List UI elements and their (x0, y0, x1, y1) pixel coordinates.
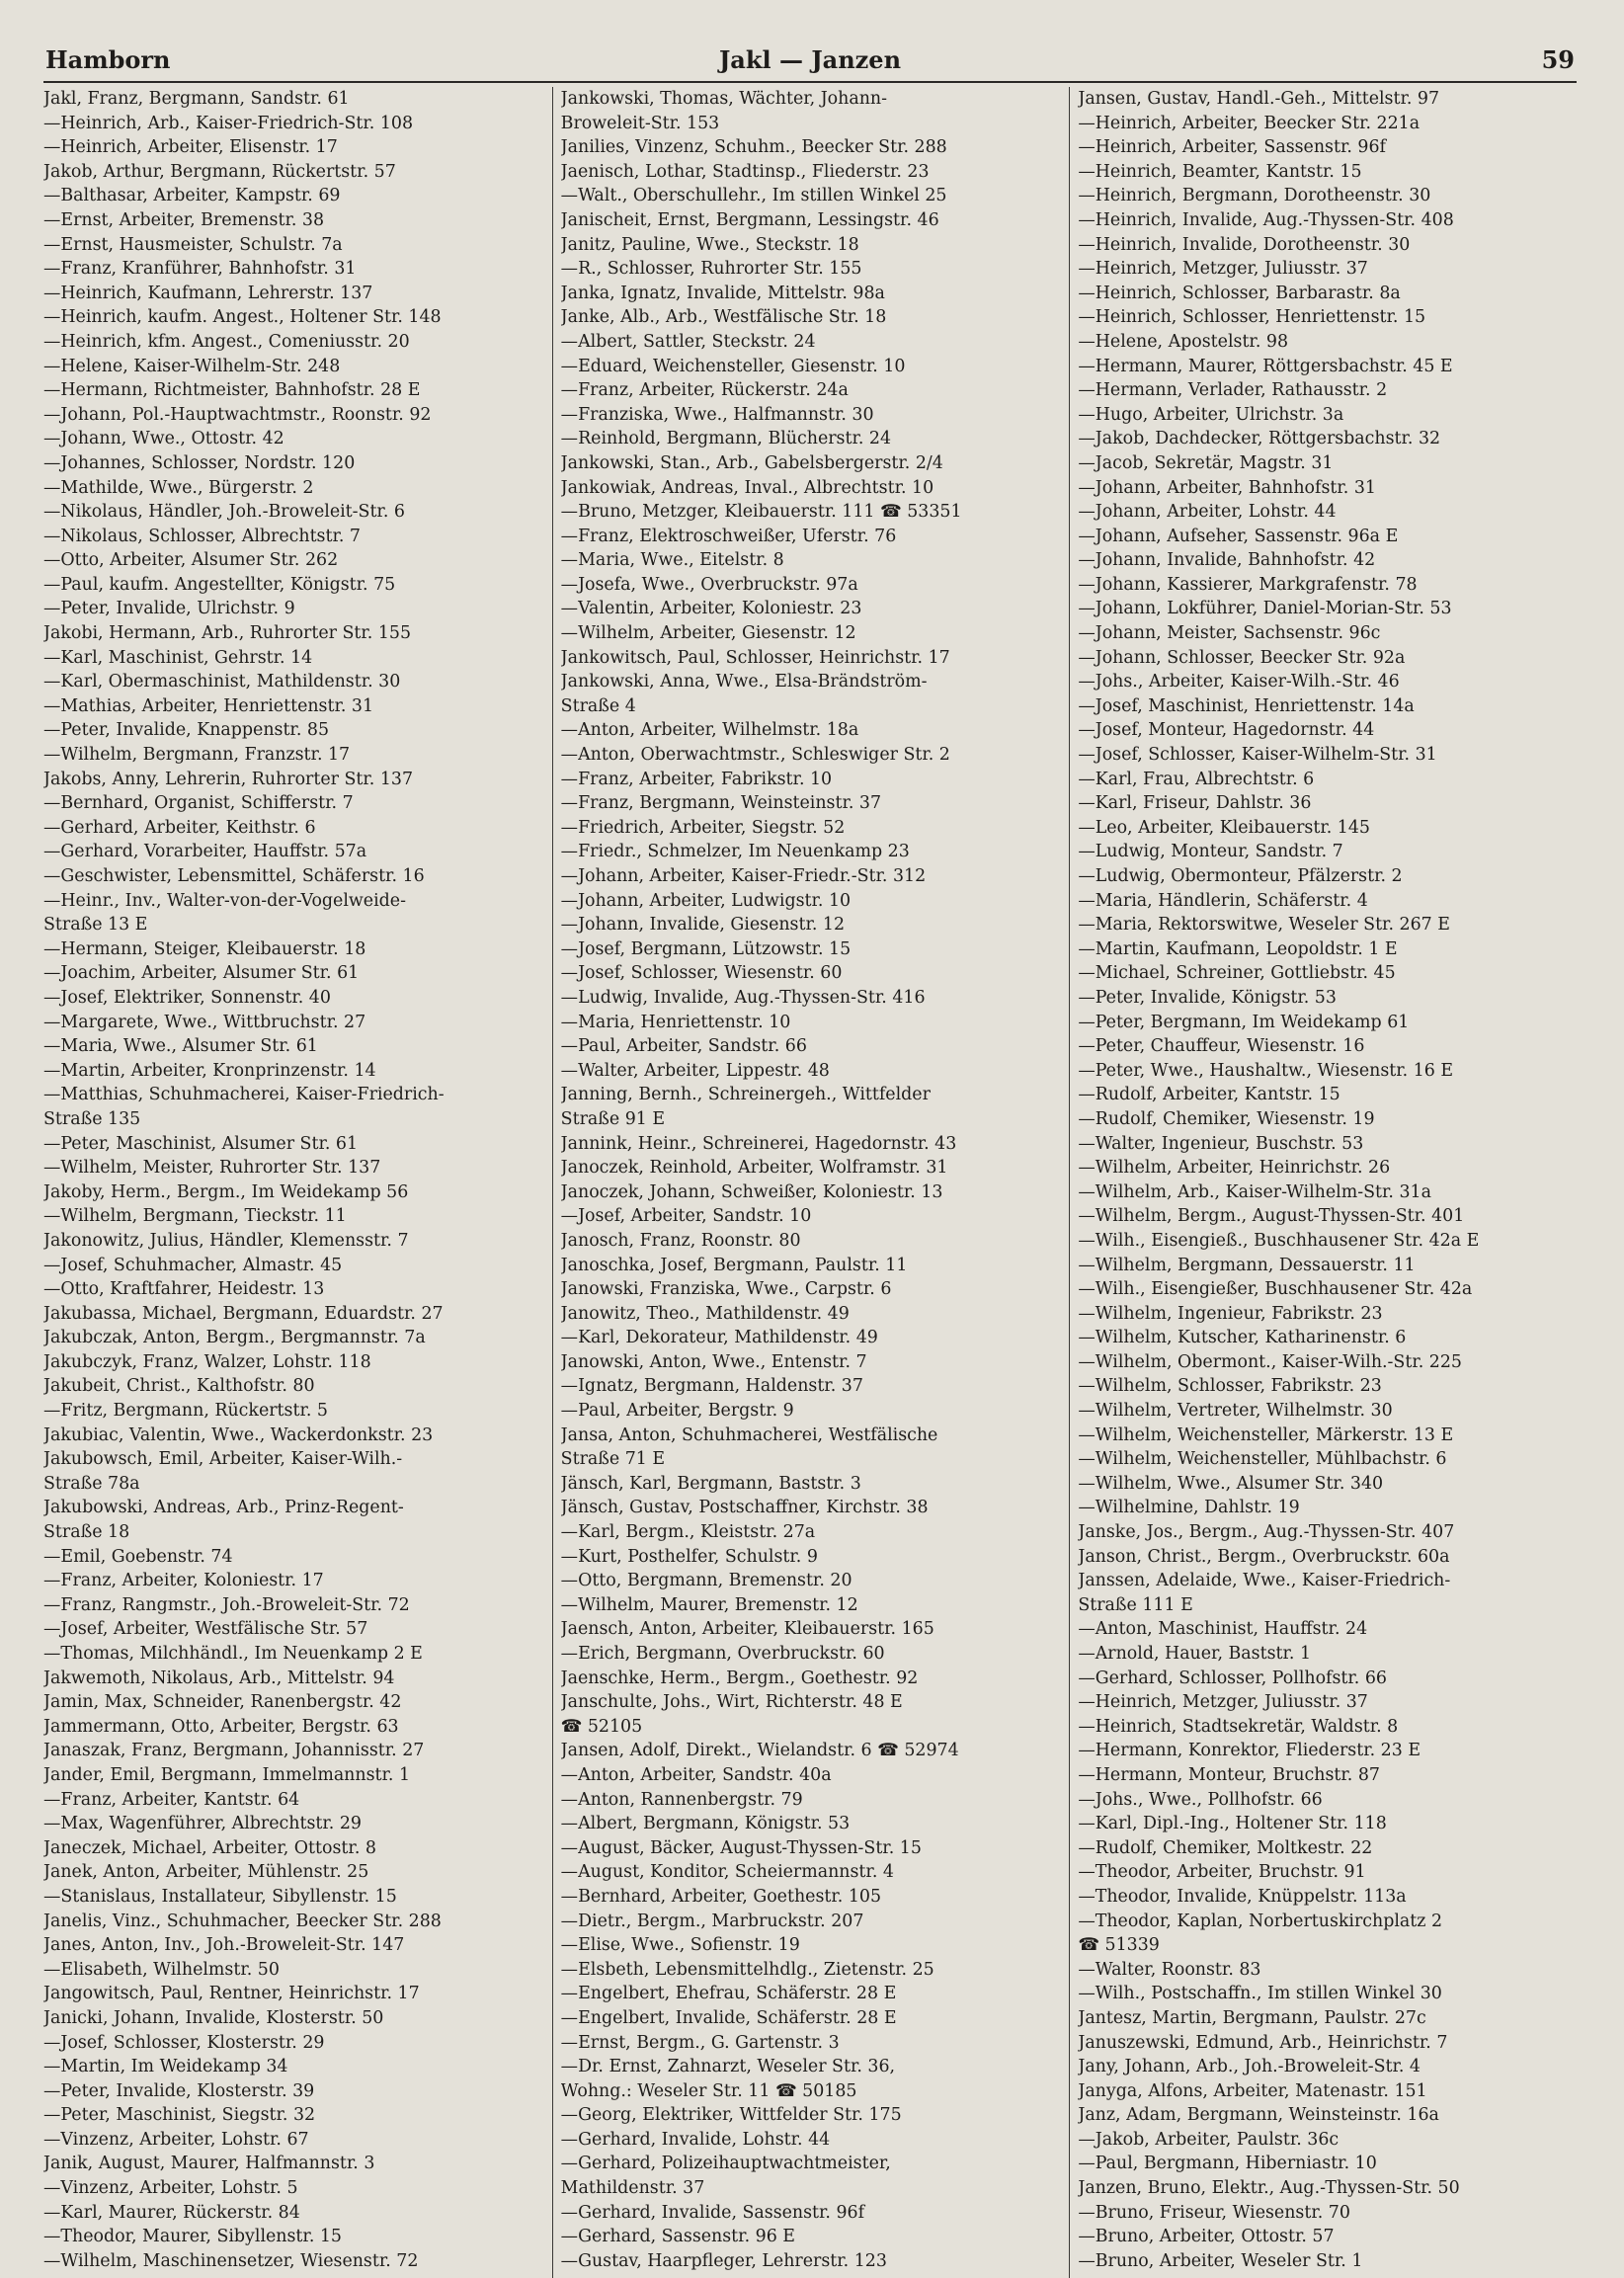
directory-entry: Janning, Bernh., Schreinergeh., Wittfelder (560, 1085, 931, 1105)
directory-entry: Janoczek, Reinhold, Arbeiter, Wolframstr. 31 (560, 1158, 948, 1179)
directory-entry: —Margarete, Wwe., Wittbruchstr. 27 (43, 1012, 366, 1032)
directory-entry: Jankowiak, Andreas, Inval., Albrechtstr. 10 (560, 477, 934, 498)
directory-entry: —Wilhelm, Weichensteller, Märkerstr. 13 E (1078, 1424, 1454, 1445)
directory-entry: Janek, Anton, Arbeiter, Mühlenstr. 25 (43, 1862, 369, 1883)
directory-entry: —Wilhelm, Bergmann, Dessauerstr. 11 (1078, 1255, 1416, 1275)
directory-entry: Janschulte, Johs., Wirt, Richterstr. 48 E (560, 1692, 903, 1713)
directory-entry: —Heinrich, Invalide, Aug.-Thyssen-Str. 408 (1078, 209, 1454, 230)
directory-entry: Straße 91 E (560, 1108, 666, 1129)
directory-entry: —Dr. Ernst, Zahnarzt, Weseler Str. 36, (560, 2057, 896, 2077)
directory-entry: Straße 4 (560, 695, 636, 716)
directory-entry: —Ignatz, Bergmann, Haldenstr. 37 (560, 1376, 863, 1397)
directory-entry: Jammermann, Otto, Arbeiter, Bergstr. 63 (43, 1716, 399, 1737)
directory-entry: —Johann, Invalide, Bahnhofstr. 42 (1078, 550, 1376, 571)
directory-entry: —Vinzenz, Arbeiter, Lohstr. 5 (43, 2178, 298, 2199)
directory-entry: Jänsch, Gustav, Postschaffner, Kirchstr. 38 (560, 1498, 929, 1518)
directory-entry: —Josef, Elektriker, Sonnenstr. 40 (43, 987, 331, 1008)
directory-entry: Straße 13 E (43, 915, 148, 936)
directory-entry: —Johann, Kassierer, Markgrafenstr. 78 (1078, 574, 1418, 595)
directory-entry: Jankowski, Stan., Arb., Gabelsbergerstr. 2/4 (560, 452, 943, 473)
directory-entry: —Walter, Arbeiter, Lippestr. 48 (560, 1060, 830, 1081)
directory-entry: —Wilhelm, Arbeiter, Heinrichstr. 26 (1078, 1158, 1391, 1179)
directory-entry: —Michael, Schreiner, Gottliebstr. 45 (1078, 963, 1396, 984)
directory-entry: —Bruno, Arbeiter, Ottostr. 57 (1078, 2227, 1335, 2247)
directory-entry: —Gerhard, Sassenstr. 96 E (560, 2227, 795, 2247)
column-middle (553, 87, 1071, 2278)
directory-entry: —Peter, Wwe., Haushaltw., Wiesenstr. 16 E (1078, 1060, 1454, 1081)
page-number: 59 (1541, 45, 1575, 74)
directory-entry: —Wilh., Eisengieß., Buschhausener Str. 42a E (1078, 1230, 1480, 1251)
directory-entry: —Reinhold, Bergmann, Blücherstr. 24 (560, 429, 892, 449)
directory-entry: —Josef, Arbeiter, Westfälische Str. 57 (43, 1619, 368, 1640)
directory-entry: —Rudolf, Chemiker, Wiesenstr. 19 (1078, 1108, 1375, 1129)
directory-entry: —Martin, Arbeiter, Kronprinzenstr. 14 (43, 1060, 376, 1081)
directory-entry: —Josef, Monteur, Hagedornstr. 44 (1078, 720, 1375, 741)
directory-entry: —Wilhelm, Ingenieur, Fabrikstr. 23 (1078, 1303, 1383, 1324)
directory-entry: —Peter, Maschinist, Alsumer Str. 61 (43, 1133, 359, 1154)
directory-entry: —Maria, Henriettenstr. 10 (560, 1012, 791, 1032)
directory-entry: Janelis, Vinz., Schuhmacher, Beecker Str. 288 (43, 1911, 442, 1931)
directory-entry: —Johann, Meister, Sachsenstr. 96c (1078, 623, 1381, 644)
directory-entry: —Johs., Arbeiter, Kaiser-Wilh.-Str. 46 (1078, 672, 1400, 692)
directory-entry: —Hermann, Konrektor, Fliederstr. 23 E (1078, 1741, 1421, 1761)
directory-entry: —Ludwig, Monteur, Sandstr. 7 (1078, 842, 1343, 862)
directory-entry: —Walt., Oberschullehr., Im stillen Winkel 25 (560, 186, 947, 206)
directory-entry: —Theodor, Maurer, Sibyllenstr. 15 (43, 2227, 342, 2247)
directory-entry: ☎ 51339 (1078, 1935, 1160, 1956)
directory-entry: Jakubowski, Andreas, Arb., Prinz-Regent- (43, 1498, 404, 1518)
directory-entry: Janowitz, Theo., Mathildenstr. 49 (560, 1303, 850, 1324)
directory-entry: Janske, Jos., Bergm., Aug.-Thyssen-Str. 407 (1078, 1522, 1455, 1543)
directory-entry: —Paul, Bergmann, Hiberniastr. 10 (1078, 2154, 1377, 2174)
directory-entry: —Erich, Bergmann, Overbruckstr. 60 (560, 1644, 885, 1664)
directory-entry: —Matthias, Schuhmacherei, Kaiser-Friedrich- (43, 1085, 445, 1105)
directory-entry: Jankowitsch, Paul, Schlosser, Heinrichstr. 17 (560, 647, 950, 668)
directory-entry: —Walter, Ingenieur, Buschstr. 53 (1078, 1133, 1364, 1154)
directory-entry: Janeczek, Michael, Arbeiter, Ottostr. 8 (43, 1837, 376, 1858)
directory-entry: —Georg, Elektriker, Wittfelder Str. 175 (560, 2105, 902, 2126)
directory-entry: —Nikolaus, Schlosser, Albrechtstr. 7 (43, 526, 361, 546)
directory-entry: —Heinrich, kaufm. Angest., Holtener Str. 148 (43, 307, 442, 328)
directory-entry: Straße 111 E (1078, 1594, 1193, 1615)
directory-entry: Janke, Alb., Arb., Westfälische Str. 18 (560, 307, 887, 328)
directory-columns (43, 87, 1586, 2278)
directory-entry: —Theodor, Arbeiter, Bruchstr. 91 (1078, 1862, 1366, 1883)
directory-entry: —Karl, Obermaschinist, Mathildenstr. 30 (43, 672, 401, 692)
directory-entry: —Gustav, Haarpfleger, Lehrerstr. 123 (560, 2250, 887, 2271)
directory-entry: —Anton, Oberwachtmstr., Schleswiger Str. 2 (560, 745, 950, 766)
directory-entry: Jansen, Gustav, Handl.-Geh., Mittelstr. 97 (1078, 89, 1440, 109)
directory-entry: —Walter, Roonstr. 83 (1078, 1959, 1261, 1980)
directory-entry: —Bruno, Metzger, Kleibauerstr. 111 ☎ 53351 (560, 502, 962, 523)
directory-entry: —Leo, Arbeiter, Kleibauerstr. 145 (1078, 817, 1370, 838)
directory-entry: —Fritz, Bergmann, Rückertstr. 5 (43, 1401, 328, 1422)
directory-entry: —Ernst, Hausmeister, Schulstr. 7a (43, 234, 343, 255)
directory-entry: Jamin, Max, Schneider, Ranenbergstr. 42 (43, 1692, 402, 1713)
directory-entry: —Hugo, Arbeiter, Ulrichstr. 3a (1078, 404, 1344, 425)
directory-entry: —Peter, Invalide, Klosterstr. 39 (43, 2080, 315, 2101)
directory-entry: —Wilhelm, Schlosser, Fabrikstr. 23 (1078, 1376, 1382, 1397)
directory-entry: —Balthasar, Arbeiter, Kampstr. 69 (43, 186, 341, 206)
directory-entry: Jakubczak, Anton, Bergm., Bergmannstr. 7a (43, 1328, 426, 1348)
directory-entry: —Theodor, Invalide, Knüppelstr. 113a (1078, 1886, 1407, 1907)
directory-entry: —Jakob, Arbeiter, Paulstr. 36c (1078, 2129, 1340, 2150)
directory-entry: —Wilhelm, Kutscher, Katharinenstr. 6 (1078, 1328, 1407, 1348)
directory-entry: —Peter, Invalide, Königstr. 53 (1078, 987, 1337, 1008)
directory-entry: —Franz, Arbeiter, Rückerstr. 24a (560, 380, 849, 401)
directory-entry: —Johannes, Schlosser, Nordstr. 120 (43, 452, 356, 473)
directory-entry: —Karl, Maschinist, Gehrstr. 14 (43, 647, 313, 668)
directory-entry: —Josefa, Wwe., Overbruckstr. 97a (560, 574, 858, 595)
directory-entry: Januszewski, Edmund, Arb., Heinrichstr. 7 (1078, 2032, 1448, 2053)
directory-entry: —Maria, Wwe., Alsumer Str. 61 (43, 1036, 318, 1057)
header-city: Hamborn (45, 45, 171, 74)
directory-entry: Jakubczyk, Franz, Walzer, Lohstr. 118 (43, 1351, 371, 1372)
directory-entry: Jansen, Adolf, Direkt., Wielandstr. 6 ☎ 52974 (560, 1741, 959, 1761)
directory-entry: Wohng.: Weseler Str. 11 ☎ 50185 (560, 2080, 857, 2101)
directory-entry: —Otto, Arbeiter, Alsumer Str. 262 (43, 550, 339, 571)
directory-entry: —Anton, Maschinist, Hauffstr. 24 (1078, 1619, 1368, 1640)
directory-entry: —Wilhelm, Weichensteller, Mühlbachstr. 6 (1078, 1449, 1447, 1470)
header-name-range: Jakl — Janzen (718, 45, 902, 74)
directory-entry: Janitz, Pauline, Wwe., Steckstr. 18 (560, 234, 859, 255)
directory-entry: —Karl, Bergm., Kleiststr. 27a (560, 1522, 816, 1543)
directory-entry: Janosch, Franz, Roonstr. 80 (560, 1230, 801, 1251)
directory-entry: Janzen, Bruno, Elektr., Aug.-Thyssen-Str. 50 (1078, 2178, 1460, 2199)
directory-entry: —Engelbert, Ehefrau, Schäferstr. 28 E (560, 1984, 897, 2004)
directory-entry: —Peter, Maschinist, Siegstr. 32 (43, 2105, 316, 2126)
directory-entry: Jakobs, Anny, Lehrerin, Ruhrorter Str. 137 (43, 769, 414, 789)
directory-entry: —Wilhelm, Arbeiter, Giesenstr. 12 (560, 623, 856, 644)
directory-entry: —Ludwig, Invalide, Aug.-Thyssen-Str. 416 (560, 987, 926, 1008)
directory-entry: —Johann, Wwe., Ottostr. 42 (43, 429, 284, 449)
directory-entry: —Kurt, Posthelfer, Schulstr. 9 (560, 1546, 818, 1567)
directory-entry: —Gerhard, Invalide, Lohstr. 44 (560, 2129, 831, 2150)
directory-entry: —Jacob, Sekretär, Magstr. 31 (1078, 452, 1334, 473)
directory-entry: Janik, August, Maurer, Halfmannstr. 3 (43, 2154, 375, 2174)
directory-entry: —Franz, Kranführer, Bahnhofstr. 31 (43, 259, 357, 280)
directory-entry: —Wilh., Postschaffn., Im stillen Winkel 30 (1078, 1984, 1442, 2004)
directory-entry: —Heinrich, Metzger, Juliusstr. 37 (1078, 1692, 1368, 1713)
directory-entry: —Vinzenz, Arbeiter, Lohstr. 67 (43, 2129, 309, 2150)
directory-entry: —Maria, Wwe., Eitelstr. 8 (560, 550, 784, 571)
directory-entry: Jantesz, Martin, Bergmann, Paulstr. 27c (1078, 2007, 1426, 2028)
directory-entry: Jaenisch, Lothar, Stadtinsp., Fliederstr. 23 (560, 161, 930, 182)
directory-entry: —Peter, Bergmann, Im Weidekamp 61 (1078, 1012, 1410, 1032)
directory-entry: —Paul, kaufm. Angestellter, Königstr. 75 (43, 574, 396, 595)
directory-entry: —Friedrich, Arbeiter, Siegstr. 52 (560, 817, 846, 838)
directory-entry: —Johann, Aufseher, Sassenstr. 96a E (1078, 526, 1399, 546)
directory-entry: Jakonowitz, Julius, Händler, Klemensstr. 7 (43, 1230, 409, 1251)
directory-entry: Jangowitsch, Paul, Rentner, Heinrichstr. 17 (43, 1984, 420, 2004)
directory-entry: Janes, Anton, Inv., Joh.-Broweleit-Str. 147 (43, 1935, 405, 1956)
directory-entry: —Elisabeth, Wilhelmstr. 50 (43, 1959, 280, 1980)
directory-entry: —Franz, Arbeiter, Koloniestr. 17 (43, 1571, 324, 1591)
directory-entry: —Hermann, Monteur, Bruchstr. 87 (1078, 1764, 1380, 1785)
directory-entry: —Johann, Lokführer, Daniel-Morian-Str. 53 (1078, 599, 1452, 619)
directory-entry: —Heinrich, Schlosser, Henriettenstr. 15 (1078, 307, 1426, 328)
directory-entry: —Wilhelm, Maschinensetzer, Wiesenstr. 72 (43, 2250, 419, 2271)
directory-entry: Janson, Christ., Bergm., Overbruckstr. 60a (1078, 1546, 1450, 1567)
directory-entry: Jankowski, Anna, Wwe., Elsa-Brändström- (560, 672, 928, 692)
directory-entry: Jannink, Heinr., Schreinerei, Hagedornstr. 43 (560, 1133, 957, 1154)
directory-entry: —Heinrich, Invalide, Dorotheenstr. 30 (1078, 234, 1411, 255)
directory-entry: —Paul, Arbeiter, Bergstr. 9 (560, 1401, 794, 1422)
directory-entry: —Hermann, Verlader, Rathausstr. 2 (1078, 380, 1388, 401)
directory-entry: —Wilhelm, Wwe., Alsumer Str. 340 (1078, 1473, 1384, 1494)
directory-entry: —Thomas, Milchhändl., Im Neuenkamp 2 E (43, 1644, 423, 1664)
directory-entry: —August, Bäcker, August-Thyssen-Str. 15 (560, 1837, 922, 1858)
directory-entry: Janoczek, Johann, Schweißer, Koloniestr. 13 (560, 1181, 943, 1202)
directory-entry: Janssen, Adelaide, Wwe., Kaiser-Friedrich- (1078, 1571, 1451, 1591)
directory-entry: —Heinrich, Schlosser, Barbarastr. 8a (1078, 283, 1401, 303)
directory-entry: —Ernst, Arbeiter, Bremenstr. 38 (43, 209, 325, 230)
directory-entry: —Otto, Kraftfahrer, Heidestr. 13 (43, 1279, 325, 1300)
directory-entry: —Franz, Rangmstr., Joh.-Broweleit-Str. 72 (43, 1594, 410, 1615)
directory-entry: —Stanislaus, Installateur, Sibyllenstr. 15 (43, 1886, 397, 1907)
directory-entry: —Anton, Arbeiter, Wilhelmstr. 18a (560, 720, 859, 741)
directory-entry: —Jakob, Dachdecker, Röttgersbachstr. 32 (1078, 429, 1441, 449)
directory-entry: —Maria, Rektorswitwe, Weseler Str. 267 E (1078, 915, 1450, 936)
directory-entry: Jankowski, Thomas, Wächter, Johann- (560, 89, 887, 109)
directory-entry: —Wilhelm, Maurer, Bremenstr. 12 (560, 1594, 858, 1615)
directory-entry: —Eduard, Weichensteller, Giesenstr. 10 (560, 356, 906, 376)
directory-entry: —Karl, Dekorateur, Mathildenstr. 49 (560, 1328, 878, 1348)
directory-entry: —Ernst, Bergm., G. Gartenstr. 3 (560, 2032, 840, 2053)
directory-entry: —Wilhelm, Obermont., Kaiser-Wilh.-Str. 225 (1078, 1351, 1462, 1372)
directory-entry: —Johann, Schlosser, Beecker Str. 92a (1078, 647, 1406, 668)
directory-entry: Jaensch, Anton, Arbeiter, Kleibauerstr. 165 (560, 1619, 934, 1640)
directory-entry: Jakubassa, Michael, Bergmann, Eduardstr. 27 (43, 1303, 444, 1324)
directory-entry: —Franz, Elektroschweißer, Uferstr. 76 (560, 526, 897, 546)
directory-entry: —Karl, Frau, Albrechtstr. 6 (1078, 769, 1315, 789)
directory-entry: Janz, Adam, Bergmann, Weinsteinstr. 16a (1078, 2105, 1439, 2126)
directory-entry: Janaszak, Franz, Bergmann, Johannisstr. 27 (43, 1741, 425, 1761)
directory-entry: —Heinrich, Stadtsekretär, Waldstr. 8 (1078, 1716, 1399, 1737)
directory-entry: Jakl, Franz, Bergmann, Sandstr. 61 (43, 89, 350, 109)
directory-entry: —Josef, Arbeiter, Sandstr. 10 (560, 1206, 812, 1227)
directory-entry: Jaenschke, Herm., Bergm., Goethestr. 92 (560, 1668, 919, 1688)
directory-entry: —Josef, Maschinist, Henriettenstr. 14a (1078, 695, 1415, 716)
directory-entry: —Arnold, Hauer, Baststr. 1 (1078, 1644, 1312, 1664)
directory-entry: —Franz, Arbeiter, Fabrikstr. 10 (560, 769, 833, 789)
directory-entry: —Gerhard, Schlosser, Pollhofstr. 66 (1078, 1668, 1387, 1688)
directory-entry: —Johann, Arbeiter, Lohstr. 44 (1078, 502, 1337, 523)
directory-entry: —Heinrich, Arbeiter, Beecker Str. 221a (1078, 113, 1421, 133)
directory-entry: Mathildenstr. 37 (560, 2178, 705, 2199)
directory-entry: —Wilhelm, Arb., Kaiser-Wilhelm-Str. 31a (1078, 1181, 1431, 1202)
directory-entry: —Elise, Wwe., Sofienstr. 19 (560, 1935, 800, 1956)
directory-entry: —Heinrich, Beamter, Kantstr. 15 (1078, 161, 1362, 182)
directory-entry: —Wilhelm, Vertreter, Wilhelmstr. 30 (1078, 1401, 1393, 1422)
directory-entry: —Bruno, Arbeiter, Weseler Str. 1 (1078, 2250, 1363, 2271)
directory-entry: —Peter, Chauffeur, Wiesenstr. 16 (1078, 1036, 1365, 1057)
directory-entry: —Valentin, Arbeiter, Koloniestr. 23 (560, 599, 862, 619)
directory-entry: —Heinrich, Arbeiter, Elisenstr. 17 (43, 137, 338, 158)
directory-entry: Jany, Johann, Arb., Joh.-Broweleit-Str. 4 (1078, 2057, 1421, 2077)
directory-entry: —Wilhelm, Meister, Ruhrorter Str. 137 (43, 1158, 381, 1179)
directory-entry: Jakubowsch, Emil, Arbeiter, Kaiser-Wilh.- (43, 1449, 403, 1470)
directory-entry: —Heinrich, kfm. Angest., Comeniusstr. 20 (43, 331, 410, 352)
directory-entry: —Helene, Apostelstr. 98 (1078, 331, 1289, 352)
column-left (43, 87, 553, 2278)
directory-entry: —Wilhelm, Bergmann, Tieckstr. 11 (43, 1206, 347, 1227)
directory-entry: —Heinrich, Arbeiter, Sassenstr. 96f (1078, 137, 1386, 158)
directory-entry: —Karl, Friseur, Dahlstr. 36 (1078, 793, 1312, 814)
directory-entry: —Wilhelm, Bergmann, Franzstr. 17 (43, 745, 351, 766)
directory-entry: —Gerhard, Invalide, Sassenstr. 96f (560, 2202, 865, 2223)
directory-entry: —Maria, Händlerin, Schäferstr. 4 (1078, 890, 1368, 911)
directory-entry: —Karl, Maurer, Rückerstr. 84 (43, 2202, 300, 2223)
directory-entry: —August, Konditor, Scheiermannstr. 4 (560, 1862, 894, 1883)
directory-entry: —Albert, Sattler, Steckstr. 24 (560, 331, 816, 352)
directory-entry: —Helene, Kaiser-Wilhelm-Str. 248 (43, 356, 341, 376)
directory-entry: —Geschwister, Lebensmittel, Schäferstr. 16 (43, 866, 425, 886)
directory-entry: —Paul, Arbeiter, Sandstr. 66 (560, 1036, 807, 1057)
directory-entry: —Heinrich, Kaufmann, Lehrerstr. 137 (43, 283, 373, 303)
directory-entry: —Theodor, Kaplan, Norbertuskirchplatz 2 (1078, 1911, 1443, 1931)
directory-entry: —Bernhard, Organist, Schifferstr. 7 (43, 793, 354, 814)
directory-entry: Straße 18 (43, 1522, 130, 1543)
directory-entry: —Heinrich, Metzger, Juliusstr. 37 (1078, 259, 1368, 280)
directory-entry: —Wilhelm, Bergm., August-Thyssen-Str. 401 (1078, 1206, 1465, 1227)
directory-entry: —Franziska, Wwe., Halfmannstr. 30 (560, 404, 874, 425)
directory-entry: —Wilhelmine, Dahlstr. 19 (1078, 1498, 1300, 1518)
column-right (1070, 87, 1586, 2278)
directory-entry: —Albert, Bergmann, Königstr. 53 (560, 1814, 851, 1834)
directory-entry: —Johann, Arbeiter, Kaiser-Friedr.-Str. 312 (560, 866, 927, 886)
directory-entry: Straße 78a (43, 1473, 140, 1494)
directory-entry: —Johann, Arbeiter, Ludwigstr. 10 (560, 890, 852, 911)
directory-entry: —Peter, Invalide, Knappenstr. 85 (43, 720, 330, 741)
directory-entry: —Rudolf, Arbeiter, Kantstr. 15 (1078, 1085, 1340, 1105)
directory-entry: —Anton, Rannenbergstr. 79 (560, 1789, 803, 1810)
directory-entry: —Hermann, Maurer, Röttgersbachstr. 45 E (1078, 356, 1453, 376)
directory-entry: —Johs., Wwe., Pollhofstr. 66 (1078, 1789, 1323, 1810)
directory-entry: —Mathias, Arbeiter, Henriettenstr. 31 (43, 695, 374, 716)
directory-entry: —Franz, Bergmann, Weinsteinstr. 37 (560, 793, 882, 814)
directory-entry: —Josef, Schlosser, Klosterstr. 29 (43, 2032, 325, 2053)
directory-entry: Jansa, Anton, Schuhmacherei, Westfälische (560, 1424, 938, 1445)
directory-entry: —Peter, Invalide, Ulrichstr. 9 (43, 599, 295, 619)
directory-entry: —Hermann, Richtmeister, Bahnhofstr. 28 E (43, 380, 421, 401)
directory-entry: Janowski, Anton, Wwe., Entenstr. 7 (560, 1351, 867, 1372)
directory-entry: —Johann, Arbeiter, Bahnhofstr. 31 (1078, 477, 1376, 498)
directory-entry: —Heinr., Inv., Walter-von-der-Vogelweide- (43, 890, 406, 911)
directory-entry: —Joachim, Arbeiter, Alsumer Str. 61 (43, 963, 360, 984)
directory-entry: —Martin, Im Weidekamp 34 (43, 2057, 288, 2077)
directory-entry: Jakwemoth, Nikolaus, Arb., Mittelstr. 94 (43, 1668, 395, 1688)
directory-entry: —Gerhard, Polizeihauptwachtmeister, (560, 2154, 891, 2174)
page-header (43, 41, 1577, 83)
directory-entry: —Emil, Goebenstr. 74 (43, 1546, 233, 1567)
directory-entry: Janyga, Alfons, Arbeiter, Matenastr. 151 (1078, 2080, 1427, 2101)
directory-entry: Janischeit, Ernst, Bergmann, Lessingstr. 46 (560, 209, 939, 230)
directory-entry: —Ludwig, Obermonteur, Pfälzerstr. 2 (1078, 866, 1403, 886)
directory-entry: —Dietr., Bergm., Marbruckstr. 207 (560, 1911, 864, 1931)
directory-entry: —Elsbeth, Lebensmittelhdlg., Zietenstr. 25 (560, 1959, 934, 1980)
directory-entry: Jander, Emil, Bergmann, Immelmannstr. 1 (43, 1764, 411, 1785)
directory-entry: —Karl, Dipl.-Ing., Holtener Str. 118 (1078, 1814, 1387, 1834)
directory-entry: Jänsch, Karl, Bergmann, Baststr. 3 (560, 1473, 861, 1494)
directory-entry: —Rudolf, Chemiker, Moltkestr. 22 (1078, 1837, 1373, 1858)
directory-entry: —Johann, Pol.-Hauptwachtmstr., Roonstr. 92 (43, 404, 432, 425)
directory-entry: —Josef, Schuhmacher, Almastr. 45 (43, 1255, 343, 1275)
directory-entry: —Josef, Schlosser, Kaiser-Wilhelm-Str. 31 (1078, 745, 1437, 766)
directory-entry: Broweleit-Str. 153 (560, 113, 720, 133)
directory-entry: —Bernhard, Arbeiter, Goethestr. 105 (560, 1886, 882, 1907)
directory-entry: —Hermann, Steiger, Kleibauerstr. 18 (43, 938, 366, 959)
directory-entry: —Mathilde, Wwe., Bürgerstr. 2 (43, 477, 314, 498)
directory-entry: —Nikolaus, Händler, Joh.-Broweleit-Str. 6 (43, 502, 405, 523)
directory-entry: Straße 71 E (560, 1449, 666, 1470)
directory-entry: —Friedr., Schmelzer, Im Neuenkamp 23 (560, 842, 910, 862)
directory-entry: Jakoby, Herm., Bergm., Im Weidekamp 56 (43, 1181, 409, 1202)
directory-entry: —Heinrich, Bergmann, Dorotheenstr. 30 (1078, 186, 1431, 206)
directory-entry: —Otto, Bergmann, Bremenstr. 20 (560, 1571, 853, 1591)
directory-entry: Jakob, Arthur, Bergmann, Rückertstr. 57 (43, 161, 396, 182)
directory-entry: Janoschka, Josef, Bergmann, Paulstr. 11 (560, 1255, 908, 1275)
directory-entry: ☎ 52105 (560, 1716, 643, 1737)
directory-entry: —Gerhard, Arbeiter, Keithstr. 6 (43, 817, 316, 838)
directory-entry: —Wilh., Eisengießer, Buschhausener Str. 42a (1078, 1279, 1473, 1300)
directory-entry: —Engelbert, Invalide, Schäferstr. 28 E (560, 2007, 897, 2028)
directory-entry: —Johann, Invalide, Giesenstr. 12 (560, 915, 846, 936)
directory-entry: Jakobi, Hermann, Arb., Ruhrorter Str. 155 (43, 623, 412, 644)
directory-entry: —Josef, Schlosser, Wiesenstr. 60 (560, 963, 843, 984)
directory-entry: Janilies, Vinzenz, Schuhm., Beecker Str. 288 (560, 137, 947, 158)
directory-entry: Janowski, Franziska, Wwe., Carpstr. 6 (560, 1279, 892, 1300)
directory-entry: Jakubeit, Christ., Kalthofstr. 80 (43, 1376, 315, 1397)
directory-entry: —Josef, Bergmann, Lützowstr. 15 (560, 938, 852, 959)
directory-entry: —Heinrich, Arb., Kaiser-Friedrich-Str. 108 (43, 113, 414, 133)
directory-entry: —Gerhard, Vorarbeiter, Hauffstr. 57a (43, 842, 367, 862)
directory-entry: Janka, Ignatz, Invalide, Mittelstr. 98a (560, 283, 885, 303)
directory-entry: —Bruno, Friseur, Wiesenstr. 70 (1078, 2202, 1350, 2223)
directory-entry: Janicki, Johann, Invalide, Klosterstr. 50 (43, 2007, 384, 2028)
directory-entry: —Franz, Arbeiter, Kantstr. 64 (43, 1789, 300, 1810)
directory-entry: Straße 135 (43, 1108, 141, 1129)
directory-entry: Jakubiac, Valentin, Wwe., Wackerdonkstr. 23 (43, 1424, 434, 1445)
directory-entry: —Max, Wagenführer, Albrechtstr. 29 (43, 1814, 362, 1834)
directory-entry: —R., Schlosser, Ruhrorter Str. 155 (560, 259, 862, 280)
directory-entry: —Martin, Kaufmann, Leopoldstr. 1 E (1078, 938, 1398, 959)
directory-entry: —Anton, Arbeiter, Sandstr. 40a (560, 1764, 832, 1785)
